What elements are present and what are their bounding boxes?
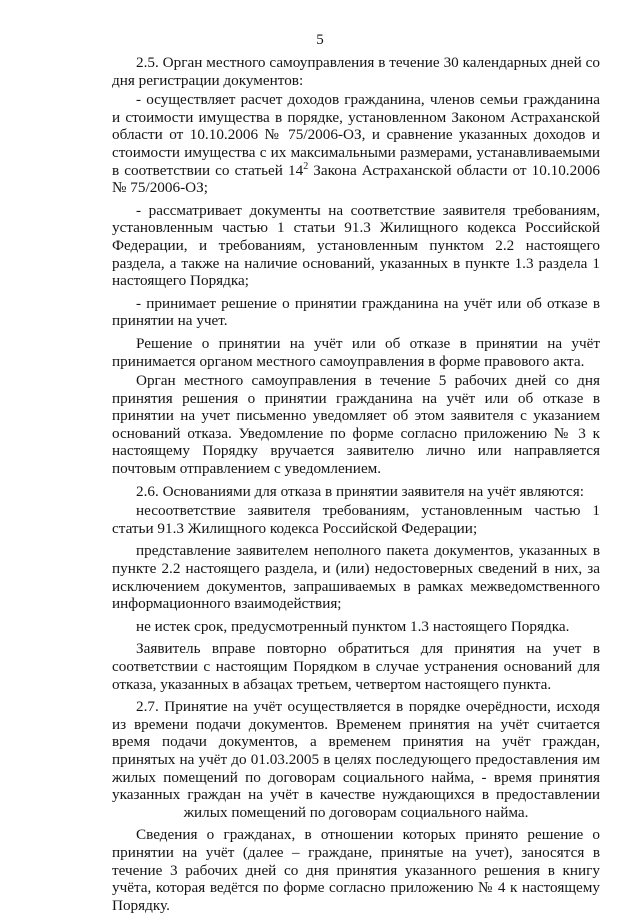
paragraph-decision-form: Решение о принятии на учёт или об отказе в принятии на учёт принимается органом местного самоуправления в форме правового акта. (112, 334, 600, 370)
paragraph-income-calculation-text: - осуществляет расчет доходов гражданина, членов семьи гражданина и стоимости имущества в порядке, установленном Законом Астраханской области от 10.10.2006 № 75/2006-ОЗ, и сравнение указанных доходов и стоимости имущества с их максимальными размерами, устанавливаемыми в соответствии со статьей 14 (112, 91, 600, 179)
document-body (112, 54, 600, 914)
paragraph-income-calculation (112, 91, 600, 197)
article-superscript: 2 (303, 160, 309, 172)
paragraph-income-calculation-tail: Закона Астраханской области от 10.10.2006 № 75/2006-ОЗ; (112, 161, 600, 197)
paragraph-incomplete-documents: представление заявителем неполного пакета документов, указанных в пункте 2.2 настоящего раздела, и (или) недостоверных сведений в них, за исключением документов, запрашиваемых в рамках межведомственного информационного взаимодействия; (112, 542, 600, 613)
paragraph-term-not-expired: не истек срок, предусмотренный пунктом 1.3 настоящего Порядка. (136, 617, 570, 635)
paragraph-2-5-intro: 2.5. Орган местного самоуправления в течение 30 календарных дней со дня регистрации документов: (112, 54, 600, 89)
paragraph-2-7-registration-order: 2.7. Принятие на учёт осуществляется в порядке очерёдности, исходя из времени подачи документов. Временем принятия на учёт считается время подачи документов, а временем принятия на учёт граждан, принятых на учёт до 01.03.2005 в целях последующего предоставления им жилых помещений по договорам социального найма, - время принятия указанных граждан на учёт в качестве нуждающихся в предоставлении жилых помещений по договорам социального найма. (112, 698, 600, 821)
paragraph-registration-book: Сведения о гражданах, в отношении которых принято решение о принятии на учёт (далее – граждане, принятые на учет), заносятся в течение 3 рабочих дней со дня принятия указанного решения в книгу учёта, которая ведётся по форме согласно приложению № 4 к настоящему Порядку. (112, 826, 600, 914)
paragraph-non-compliance: несоответствие заявителя требованиям, установленным частью 1 статьи 91.3 Жилищного кодекса Российской Федерации; (112, 502, 600, 537)
page-number: 5 (316, 32, 324, 48)
paragraph-reapply: Заявитель вправе повторно обратиться для принятия на учет в соответствии с настоящим Порядком в случае устранения оснований для отказа, указанных в абзацах третьем, четвертом настоящего пункта. (112, 640, 600, 693)
paragraph-2-6-refusal-grounds: 2.6. Основаниями для отказа в принятии заявителя на учёт являются: (136, 482, 584, 500)
paragraph-review-documents: - рассматривает документы на соответствие заявителя требованиям, установленным частью 1 статьи 91.3 Жилищного кодекса Российской Федерации, и требованиям, установленным пунктом 2.2 настоящего раздела, а также на наличие оснований, указанных в пункте 1.3 раздела 1 настоящего Порядка; (112, 201, 600, 290)
paragraph-notification: Орган местного самоуправления в течение 5 рабочих дней со дня принятия решения о принятии гражданина на учёт или об отказе в принятии на учет письменно уведомляет об этом заявителя с указанием оснований отказа. Уведомление по форме согласно приложению № 3 к настоящему Порядку вручается заявителю лично или направляется почтовым отправлением с уведомлением. (112, 372, 600, 478)
paragraph-make-decision: - принимает решение о принятии гражданина на учёт или об отказе в принятии на учет. (112, 294, 600, 330)
